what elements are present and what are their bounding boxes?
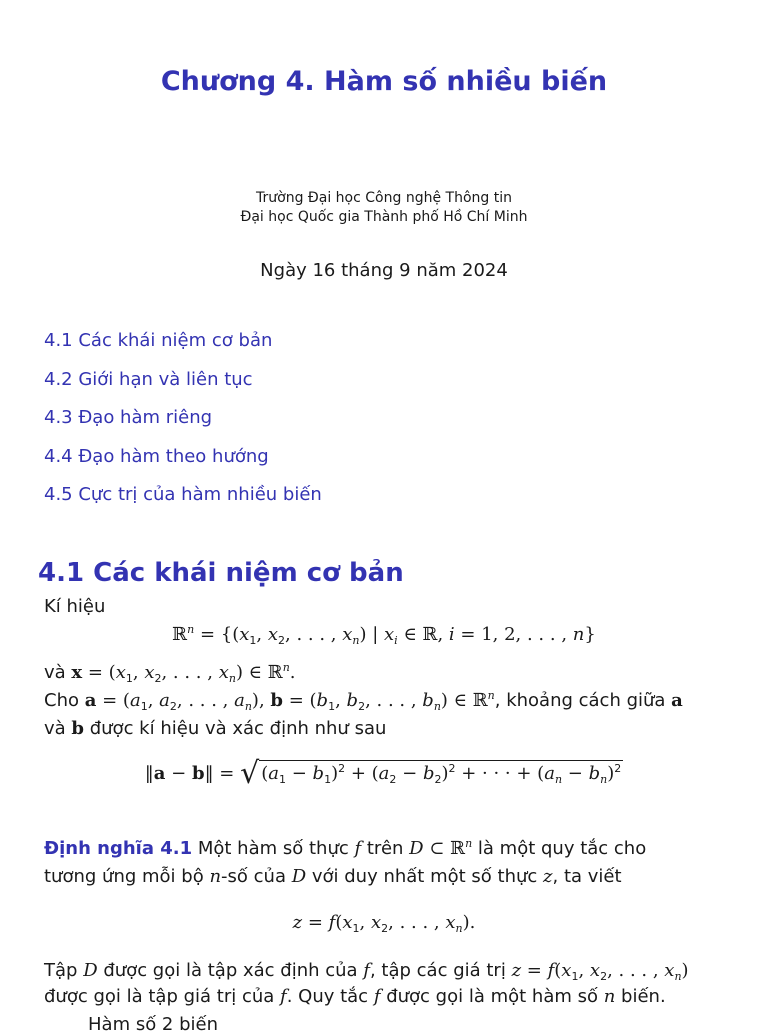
def-line2c: với duy nhất một số thực <box>306 866 544 887</box>
page-title: Chương 4. Hàm số nhiều biến <box>160 66 608 97</box>
tap-gia-tri-text: , tập các giá trị <box>369 960 512 981</box>
affiliation-line-1: Trường Đại học Công nghệ Thông tin <box>256 190 512 206</box>
cho-line: Cho $a = (a_1$, $a_2$, . . . , $a_n$), $b = (b_1$, $b_2$, . . . , $b_n$) ∈ ℝ$^n$, khoảng cách giữa a <box>44 689 683 713</box>
khoang-cach-text: , khoảng cách giữa <box>494 690 672 711</box>
ki-hieu-text: Kí hiệu <box>44 596 106 617</box>
section-title: 4.1 Các khái niệm cơ bản <box>38 558 404 588</box>
toc-item[interactable]: 4.2 Giới hạn và liên tục <box>44 368 253 390</box>
def-line2a: tương ứng mỗi bộ <box>44 866 210 887</box>
duoc-goi-ham-text: được gọi là một hàm số <box>380 986 604 1007</box>
def-tren: trên <box>361 838 410 859</box>
toc-item[interactable]: 4.3 Đạo hàm riêng <box>44 407 213 428</box>
affiliation-line-2: Đại học Quốc gia Thành phố Hồ Chí Minh <box>240 209 528 225</box>
def-text-1: Một hàm số thực <box>192 838 355 859</box>
partial-cut-line <box>88 1014 218 1035</box>
va2-text: và <box>44 718 72 739</box>
definition-line-2: tương ứng mỗi bộ n-số của D với duy nhất một số thực z, ta viết <box>44 866 622 887</box>
partial-line-text: Hàm số 2 biến <box>88 1014 219 1035</box>
tap-xd-text: được gọi là tập xác định của <box>97 960 364 981</box>
def-quy-tac: là một quy tắc cho <box>472 838 647 859</box>
tap-line: Tập D được gọi là tập xác định của f, tập các giá trị $z = f(x_1$, $x_2$, . . . , $x_n$) <box>44 960 689 983</box>
va-text: và <box>44 662 72 683</box>
duoc-goi-text: được gọi là tập giá trị của <box>44 986 281 1007</box>
definition-label: Định nghĩa 4.1 <box>44 838 193 859</box>
date: Ngày 16 tháng 9 năm 2024 <box>260 260 508 281</box>
duoc-ki-hieu-line: và b được kí hiệu và xác định như sau <box>44 718 387 739</box>
cho-text: Cho <box>44 690 85 711</box>
formula-z: $z = f(x_1$, $x_2$, . . . , $x_n$). <box>292 912 476 935</box>
formula-rn: ℝ$^n$ = {($x_1$, $x_2$, . . . , $x_n$) | $x_i$ ∈ ℝ, i = 1, 2, . . . , n} <box>172 623 596 647</box>
affiliation <box>0 189 768 227</box>
duoc-goi-line: được gọi là tập giá trị của f. Quy tắc f được gọi là một hàm số n biến. <box>44 986 666 1007</box>
definition-line-1: Định nghĩa 4.1 Một hàm số thực f trên D ⊂ ℝ$^n$ là một quy tắc cho <box>44 837 647 859</box>
table-of-contents <box>44 327 322 520</box>
formula-distance: ‖a − b‖ = √ $(a_1 - b_1)^2 + (a_2 - b_2)^2$ + · · · + $(a_n - b_n)^2$ <box>144 756 622 791</box>
def-line2d: , ta viết <box>552 866 622 887</box>
def-line2b: -số của <box>221 866 292 887</box>
tap-text: Tập <box>44 960 84 981</box>
toc-item[interactable]: 4.5 Cực trị của hàm nhiều biến <box>44 484 322 505</box>
toc-item[interactable]: 4.4 Đạo hàm theo hướng <box>44 445 269 467</box>
toc-item[interactable]: 4.1 Các khái niệm cơ bản <box>44 330 273 351</box>
duoc-ki-hieu-text: được kí hiệu và xác định như sau <box>84 718 387 739</box>
bien-text: biến. <box>615 986 666 1007</box>
vector-x-line: và $x = (x_1$, $x_2$, . . . , $x_n$) ∈ ℝ$^n$. <box>44 661 296 685</box>
quy-tac-text: . Quy tắc <box>286 986 374 1007</box>
